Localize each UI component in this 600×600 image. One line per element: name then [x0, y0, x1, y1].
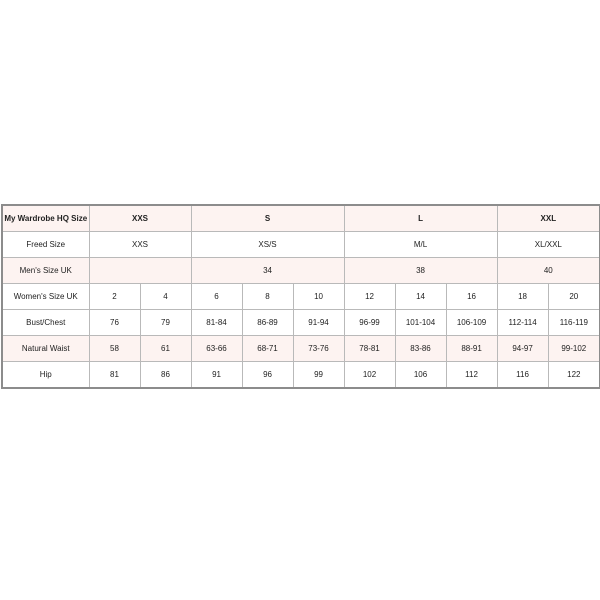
table-cell: 16	[446, 284, 497, 310]
table-cell: 106-109	[446, 310, 497, 336]
table-cell: 14	[395, 284, 446, 310]
table-cell: 86	[140, 362, 191, 389]
table-cell: 94-97	[497, 336, 548, 362]
table-cell: 61	[140, 336, 191, 362]
size-group-cell: L	[344, 205, 497, 232]
table-cell: 79	[140, 310, 191, 336]
size-group-cell: S	[191, 205, 344, 232]
table-cell: 102	[344, 362, 395, 389]
table-cell: 40	[497, 258, 600, 284]
table-cell: 4	[140, 284, 191, 310]
table-row-wardrobe-size	[2, 205, 600, 232]
table-cell	[89, 258, 191, 284]
table-cell: 106	[395, 362, 446, 389]
table-row-mens-size	[2, 258, 600, 284]
row-label-hip: Hip	[2, 362, 89, 389]
table-row-hip	[2, 362, 600, 389]
table-row-natural-waist	[2, 336, 600, 362]
table-cell: 63-66	[191, 336, 242, 362]
table-cell: 10	[293, 284, 344, 310]
table-cell: 78-81	[344, 336, 395, 362]
table-cell: 91-94	[293, 310, 344, 336]
size-group-cell: XXS	[89, 205, 191, 232]
table-cell: 38	[344, 258, 497, 284]
table-cell: 99-102	[548, 336, 600, 362]
table-cell: 112-114	[497, 310, 548, 336]
table-cell: 76	[89, 310, 140, 336]
row-label-freed-size: Freed Size	[2, 232, 89, 258]
row-label-womens-size: Women's Size UK	[2, 284, 89, 310]
row-label-mens-size: Men's Size UK	[2, 258, 89, 284]
table-cell: 34	[191, 258, 344, 284]
table-cell: 91	[191, 362, 242, 389]
table-row-bust-chest	[2, 310, 600, 336]
table-cell: 68-71	[242, 336, 293, 362]
table-cell: 101-104	[395, 310, 446, 336]
table-cell: XL/XXL	[497, 232, 600, 258]
table-row-freed-size	[2, 232, 600, 258]
table-cell: 116	[497, 362, 548, 389]
table-cell: 2	[89, 284, 140, 310]
table-cell: 6	[191, 284, 242, 310]
table-cell: 83-86	[395, 336, 446, 362]
table-cell: 81-84	[191, 310, 242, 336]
size-chart-table	[1, 204, 600, 389]
table-cell: 99	[293, 362, 344, 389]
table-cell: 12	[344, 284, 395, 310]
table-cell: XXS	[89, 232, 191, 258]
table-row-womens-size	[2, 284, 600, 310]
table-cell: 18	[497, 284, 548, 310]
size-group-cell: XXL	[497, 205, 600, 232]
row-label-natural-waist: Natural Waist	[2, 336, 89, 362]
table-cell: 96	[242, 362, 293, 389]
table-cell: 86-89	[242, 310, 293, 336]
table-cell: 112	[446, 362, 497, 389]
row-label-bust-chest: Bust/Chest	[2, 310, 89, 336]
table-cell: M/L	[344, 232, 497, 258]
table-cell: XS/S	[191, 232, 344, 258]
table-cell: 8	[242, 284, 293, 310]
table-cell: 81	[89, 362, 140, 389]
table-cell: 96-99	[344, 310, 395, 336]
row-label-wardrobe-size: My Wardrobe HQ Size	[2, 205, 89, 232]
table-cell: 20	[548, 284, 600, 310]
table-cell: 58	[89, 336, 140, 362]
table-cell: 88-91	[446, 336, 497, 362]
table-cell: 73-76	[293, 336, 344, 362]
table-cell: 116-119	[548, 310, 600, 336]
table-cell: 122	[548, 362, 600, 389]
